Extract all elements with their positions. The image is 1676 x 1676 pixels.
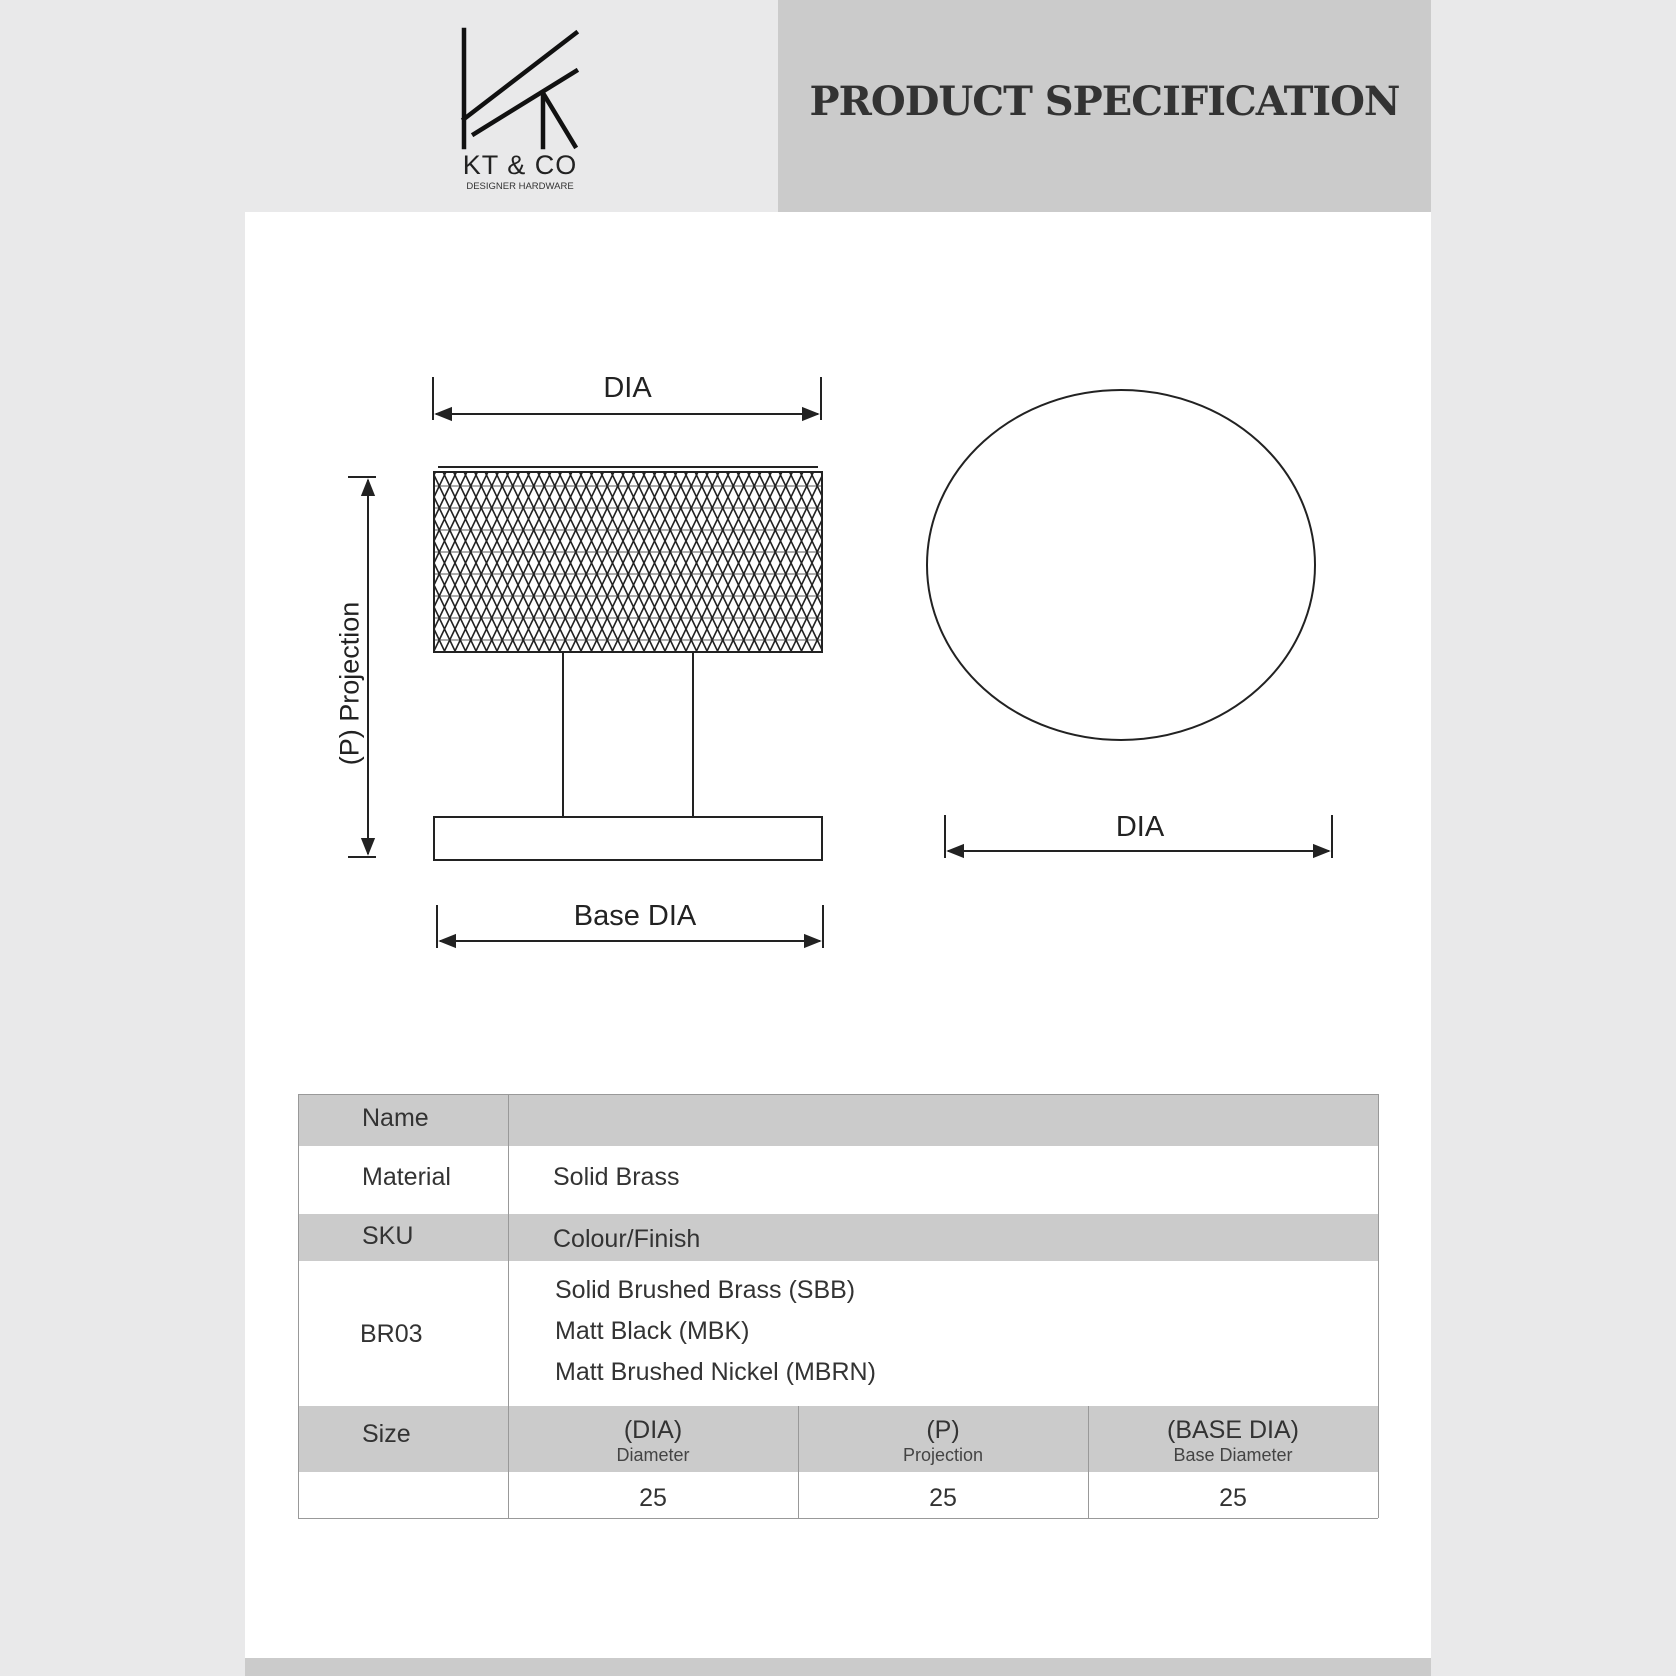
dia-front-label: DIA — [1115, 811, 1165, 843]
finish-label: Colour/Finish — [553, 1225, 701, 1253]
size-col-header-dia — [508, 1416, 798, 1466]
page-title: PRODUCT SPECIFICATION — [809, 78, 1400, 125]
size-value-base: 25 — [1219, 1484, 1247, 1512]
size-desc: Projection — [902, 1445, 984, 1465]
knob-stem — [563, 652, 693, 817]
sku-label: SKU — [362, 1222, 414, 1250]
size-col-header-p — [798, 1416, 1088, 1466]
side-view — [434, 467, 822, 860]
footer-bar — [245, 1658, 1431, 1676]
table-left-rule — [298, 1094, 299, 1518]
brand-name: KT & CO — [462, 150, 578, 180]
brand-tagline: DESIGNER HARDWARE — [466, 181, 574, 192]
name-label: Name — [362, 1104, 429, 1132]
knob-base — [434, 817, 822, 860]
size-value-p: 25 — [929, 1484, 957, 1512]
size-code: (DIA) — [623, 1416, 683, 1444]
table-top-rule — [298, 1094, 1378, 1095]
finish-option: Solid Brushed Brass (SBB) — [555, 1276, 856, 1304]
dia-top-label: DIA — [603, 372, 652, 404]
projection-label: (P) Projection — [334, 601, 365, 766]
knob-face — [927, 390, 1315, 740]
material-value: Solid Brass — [553, 1163, 680, 1191]
size-desc: Diameter — [616, 1445, 690, 1465]
size-code: (P) — [926, 1416, 960, 1444]
table-bottom-rule — [298, 1518, 1378, 1519]
size-desc: Base Diameter — [1173, 1445, 1293, 1465]
row-band-sku — [298, 1214, 1378, 1261]
sku-value: BR03 — [360, 1320, 423, 1348]
size-value-dia: 25 — [639, 1484, 667, 1512]
front-view — [927, 390, 1315, 740]
finish-option: Matt Brushed Nickel (MBRN) — [555, 1358, 876, 1386]
size-label: Size — [362, 1420, 411, 1448]
table-right-rule — [1378, 1094, 1379, 1518]
knurled-head — [434, 472, 822, 652]
size-code: (BASE DIA) — [1167, 1416, 1299, 1444]
row-band-name — [298, 1094, 1378, 1146]
material-label: Material — [362, 1163, 451, 1191]
size-col-header-base — [1088, 1416, 1378, 1466]
base-dia-label: Base DIA — [573, 900, 697, 932]
finish-option: Matt Black (MBK) — [555, 1317, 750, 1345]
